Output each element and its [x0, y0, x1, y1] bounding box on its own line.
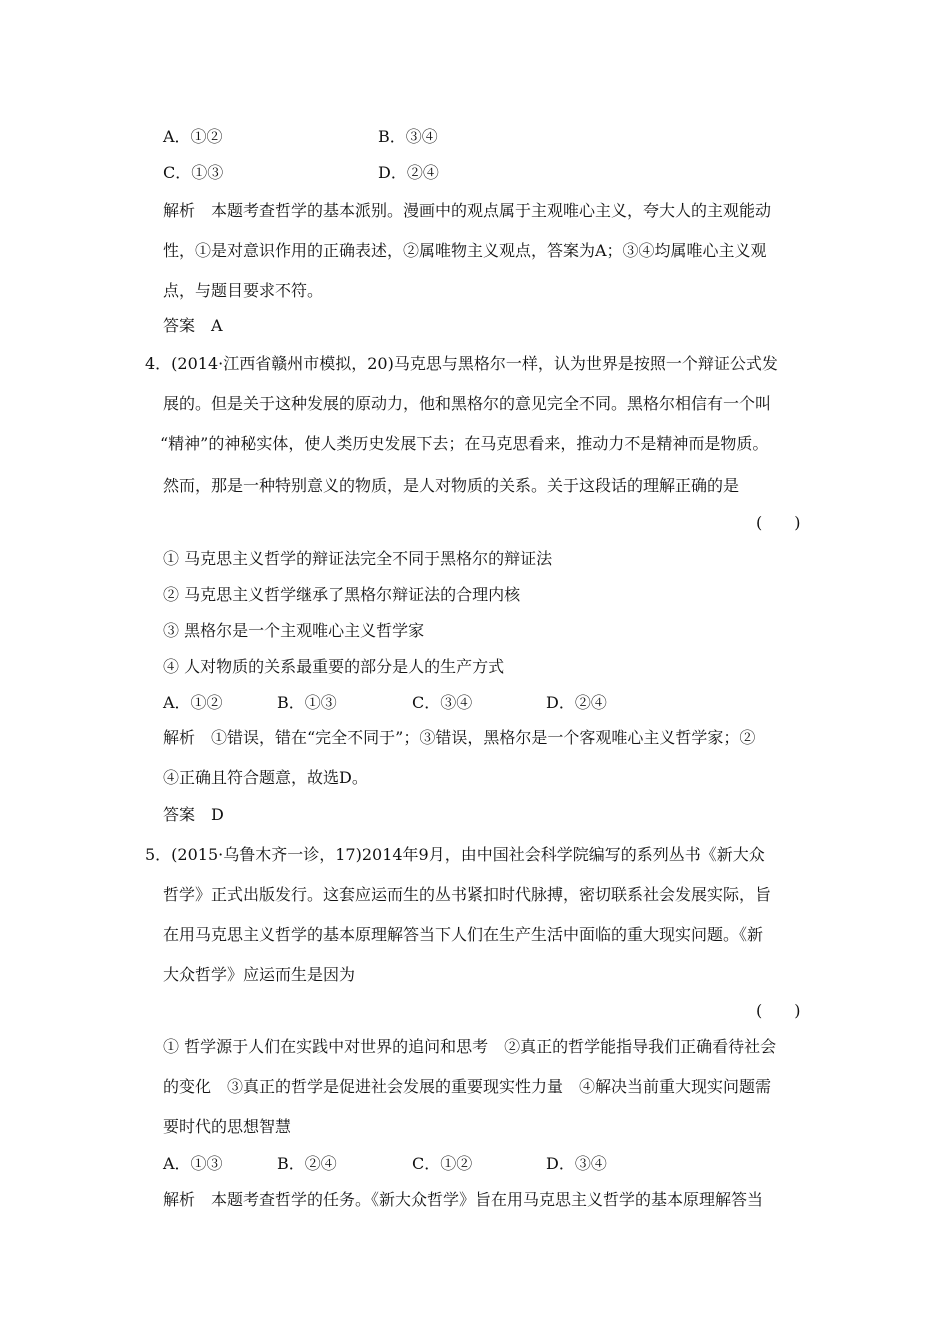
q4-option-c: C．③④ — [412, 693, 473, 712]
q5-statement-line: 的变化 ③真正的哲学是促进社会发展的重要现实性力量 ④解决当前重大现实问题需 — [163, 1077, 772, 1096]
q5-answer-blank: ( ) — [756, 1001, 801, 1020]
q3-analysis-line: 解析 本题考查哲学的基本派别。漫画中的观点属于主观唯心主义，夸大人的主观能动 — [163, 201, 772, 220]
q4-stem-line: “精神”的神秘实体，使人类历史发展下去；在马克思看来，推动力不是精神而是物质。 — [160, 434, 769, 453]
q4-stem-line: 然而，那是一种特别意义的物质，是人对物质的关系。关于这段话的理解正确的是 — [163, 476, 740, 495]
q4-option-b: B．①③ — [277, 693, 337, 712]
q5-analysis-line: 解析 本题考查哲学的任务。《新大众哲学》旨在用马克思主义哲学的基本原理解答当 — [163, 1190, 764, 1209]
q5-statement-line: ① 哲学源于人们在实践中对世界的追问和思考 ②真正的哲学能指导我们正确看待社会 — [163, 1037, 777, 1056]
q3-option-a: A．①② — [163, 127, 223, 146]
q5-option-c: C．①② — [412, 1154, 473, 1173]
q4-option-a: A．①② — [163, 693, 223, 712]
q3-answer: 答案 A — [163, 316, 223, 335]
q3-analysis-line: 性，①是对意识作用的正确表述，②属唯物主义观点，答案为A；③④均属唯心主义观 — [163, 241, 767, 260]
q3-option-b: B．③④ — [378, 127, 438, 146]
q4-stem-line: 4．(2014·江西省赣州市模拟，20)马克思与黑格尔一样，认为世界是按照一个辩证公式发 — [145, 354, 778, 373]
q4-answer: 答案 D — [163, 805, 224, 824]
q3-analysis-line: 点，与题目要求不符。 — [163, 281, 324, 300]
q4-answer-blank: ( ) — [756, 513, 801, 532]
q5-stem-line: 在用马克思主义哲学的基本原理解答当下人们在生产生活中面临的重大现实问题。《新 — [163, 925, 764, 944]
q4-option-d: D．②④ — [546, 693, 607, 712]
q3-option-d: D．②④ — [378, 163, 439, 182]
q4-statement-1: ① 马克思主义哲学的辩证法完全不同于黑格尔的辩证法 — [163, 549, 553, 568]
q5-statement-line: 要时代的思想智慧 — [163, 1117, 292, 1136]
q5-stem-line: 大众哲学》应运而生是因为 — [163, 965, 356, 984]
q5-option-d: D．③④ — [546, 1154, 607, 1173]
q4-stem-line: 展的。但是关于这种发展的原动力，他和黑格尔的意见完全不同。黑格尔相信有一个叫 — [163, 394, 772, 413]
q4-analysis-line: ④正确且符合题意，故选D。 — [163, 768, 368, 787]
q5-option-a: A．①③ — [163, 1154, 223, 1173]
q4-analysis-line: 解析 ①错误，错在“完全不同于”；③错误，黑格尔是一个客观唯心主义哲学家；② — [163, 728, 756, 747]
q5-option-b: B．②④ — [277, 1154, 337, 1173]
q5-stem-line: 哲学》正式出版发行。这套应运而生的丛书紧扣时代脉搏，密切联系社会发展实际，旨 — [163, 885, 772, 904]
q5-stem-line: 5．(2015·乌鲁木齐一诊，17)2014年9月，由中国社会科学院编写的系列丛书《新大众 — [145, 845, 765, 864]
q4-statement-4: ④ 人对物质的关系最重要的部分是人的生产方式 — [163, 657, 505, 676]
q4-statement-2: ② 马克思主义哲学继承了黑格尔辩证法的合理内核 — [163, 585, 521, 604]
q3-option-c: C．①③ — [163, 163, 224, 182]
q4-statement-3: ③ 黑格尔是一个主观唯心主义哲学家 — [163, 621, 425, 640]
